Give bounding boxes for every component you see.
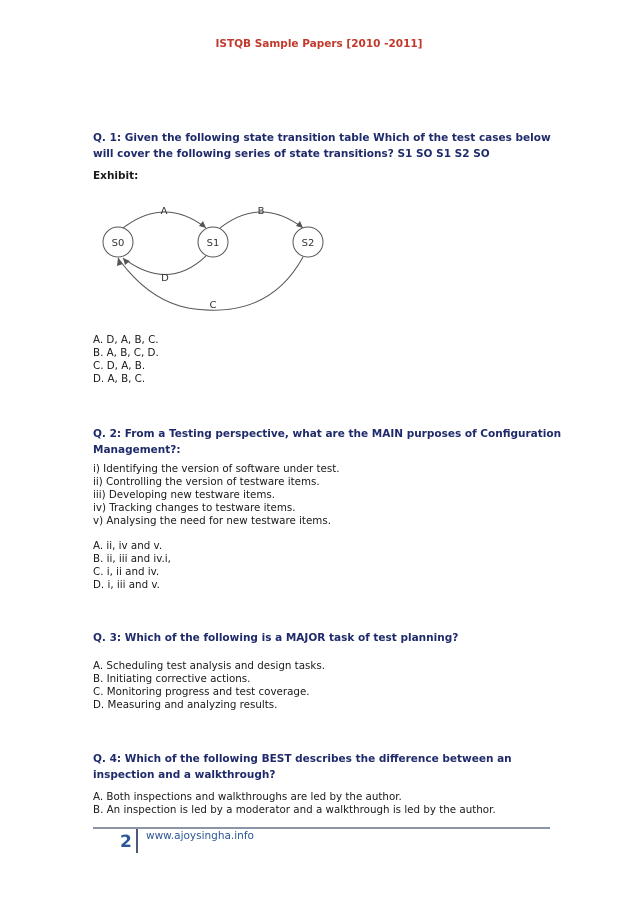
question-1-options xyxy=(93,334,159,386)
list-item: ii) Controlling the version of testware items. xyxy=(93,476,320,488)
list-item: iv) Tracking changes to testware items. xyxy=(93,502,296,514)
question-4-options xyxy=(93,791,496,817)
answer-option[interactable]: A. ii, iv and v. xyxy=(93,540,163,552)
footer-divider xyxy=(93,827,550,829)
list-item: iii) Developing new testware items. xyxy=(93,489,276,501)
list-item: i) Identifying the version of software under test. xyxy=(93,463,340,475)
state-s0-label: S0 xyxy=(111,238,125,249)
answer-option[interactable]: D. i, iii and v. xyxy=(93,579,160,591)
answer-option[interactable]: A. D, A, B, C. xyxy=(93,334,159,346)
answer-option[interactable]: C. D, A, B. xyxy=(93,360,146,372)
answer-option[interactable]: B. A, B, C, D. xyxy=(93,347,159,359)
question-1-text: Q. 1: Given the following state transition table Which of the test cases below will cover the following series of state transitions? S1 SO S1 S2 SO xyxy=(93,132,551,160)
footer-link[interactable]: www.ajoysingha.info xyxy=(146,830,254,842)
answer-option[interactable]: B. An inspection is led by a moderator and a walkthrough is led by the author. xyxy=(93,804,496,816)
state-s1-label: S1 xyxy=(206,238,220,249)
question-2-options xyxy=(93,540,171,592)
answer-option[interactable]: A. Both inspections and walkthroughs are led by the author. xyxy=(93,791,402,803)
question-3-options xyxy=(93,660,325,712)
answer-option[interactable]: B. ii, iii and iv.i, xyxy=(93,553,171,565)
answer-option[interactable]: C. i, ii and iv. xyxy=(93,566,160,578)
transition-c-label: C xyxy=(209,300,217,311)
question-4-text: Q. 4: Which of the following BEST describes the difference between an inspection and a walkthrough? xyxy=(93,753,512,781)
exhibit-label: Exhibit: xyxy=(93,170,139,182)
transition-a-label: A xyxy=(160,206,168,217)
transition-d-arc xyxy=(123,256,206,275)
state-s2-label: S2 xyxy=(301,238,315,249)
question-3-text: Q. 3: Which of the following is a MAJOR task of test planning? xyxy=(93,632,459,644)
answer-option[interactable]: D. Measuring and analyzing results. xyxy=(93,699,278,711)
answer-option[interactable]: B. Initiating corrective actions. xyxy=(93,673,251,685)
answer-option[interactable]: A. Scheduling test analysis and design tasks. xyxy=(93,660,325,672)
state-transition-diagram xyxy=(93,196,333,314)
answer-option[interactable]: C. Monitoring progress and test coverage. xyxy=(93,686,310,698)
transition-d-label: D xyxy=(161,273,169,284)
footer-separator xyxy=(136,829,138,853)
list-item: v) Analysing the need for new testware items. xyxy=(93,515,331,527)
answer-option[interactable]: D. A, B, C. xyxy=(93,373,146,385)
page-header-title: ISTQB Sample Papers [2010 -2011] xyxy=(215,38,423,50)
question-2-text: Q. 2: From a Testing perspective, what are the MAIN purposes of Configuration Management?: xyxy=(93,428,562,456)
page-number: 2 xyxy=(120,832,132,852)
question-2-items xyxy=(93,463,340,528)
transition-b-label: B xyxy=(257,206,265,217)
